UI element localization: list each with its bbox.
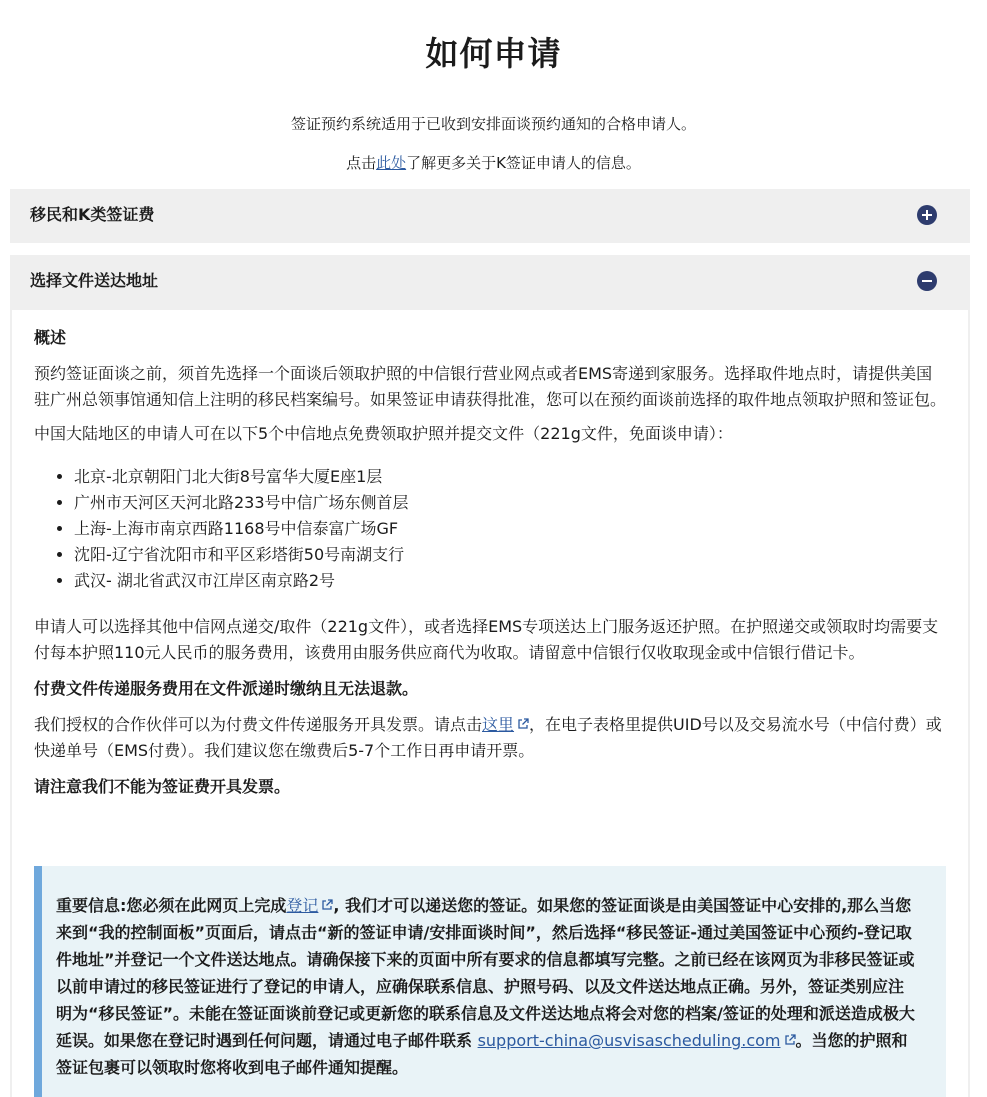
notice-prefix: 重要信息:您必须在此网页上完成	[56, 896, 287, 915]
intro-line-2-prefix: 点击	[346, 154, 377, 172]
paragraph-5-suffix: ，在电子表格里提供UID号以及交易流水号（中信付费）或快递单号（EMS付费）。我们建议您在缴费后5-7个工作日再申请开票。	[34, 715, 942, 760]
overview-paragraph-1: 预约签证面谈之前，须首先选择一个面谈后领取护照的中信银行营业网点或者EMS寄递到家服务。选择取件地点时，请提供美国驻广州总领事馆通知信上注明的移民档案编号。如果签证申请获得批准，您可以在预约面谈前选择的取件地点领取护照和签证包。	[34, 364, 947, 409]
notice-text	[56, 892, 916, 1081]
accordion-title: 选择文件送达地址	[30, 271, 159, 290]
k-visa-info-link[interactable]: 此处	[376, 154, 407, 172]
overview-paragraph-6: 请注意我们不能为签证费开具发票。	[34, 777, 291, 796]
accordion-delivery-address[interactable]	[10, 255, 970, 310]
external-link-icon	[321, 899, 333, 911]
overview-paragraph-4: 付费文件传递服务费用在文件派递时缴纳且无法退款。	[34, 679, 419, 698]
list-item: • 上海-上海市南京西路1168号中信泰富广场GF	[74, 516, 946, 542]
list-item: • 广州市天河区天河北路233号中信广场东侧首层	[74, 490, 946, 516]
accordion-title: 移民和K类签证费	[30, 205, 155, 224]
list-item: • 北京-北京朝阳门北大街8号富华大厦E座1层	[74, 464, 946, 490]
overview-heading: 概述	[34, 328, 67, 347]
support-email-link[interactable]: support-china@usvisascheduling.com	[477, 1031, 781, 1050]
register-link[interactable]: 登记	[286, 896, 319, 915]
page-title: 如何申请	[425, 34, 562, 73]
overview-paragraph-2: 中国大陆地区的申请人可在以下5个中信地点免费领取护照并提交文件（221g文件，免面谈申请）：	[34, 424, 733, 443]
intro-line-1: 签证预约系统适用于已收到安排面谈预约通知的合格申请人。	[290, 115, 696, 133]
intro-line-2	[0, 152, 987, 173]
notice-suffix: 。当您的护照和签证包裹可以领取时您将收到电子邮件通知提醒。	[56, 1031, 908, 1077]
list-item: • 沈阳-辽宁省沈阳市和平区彩塔街50号南湖支行	[74, 542, 946, 568]
location-list	[34, 464, 946, 594]
overview-paragraph-3: 申请人可以选择其他中信网点递交/取件（221g文件），或者选择EMS专项送达上门服务返还护照。在护照递交或领取时均需要支付每本护照110元人民币的服务费用，该费用由服务供应商代为收取。请留意中信银行仅收取现金或中信银行借记卡。	[34, 617, 939, 662]
overview-section	[34, 325, 946, 800]
minus-circle-icon[interactable]	[917, 271, 937, 291]
external-link-icon	[784, 1034, 796, 1046]
paragraph-5-prefix: 我们授权的合作伙伴可以为付费文件传递服务开具发票。请点击	[34, 715, 483, 734]
plus-circle-icon[interactable]	[917, 205, 937, 225]
list-item: • 武汉- 湖北省武汉市江岸区南京路2号	[74, 568, 946, 594]
invoice-link[interactable]: 这里	[482, 715, 515, 734]
intro-line-2-suffix: 了解更多关于K签证申请人的信息。	[406, 154, 641, 172]
overview-paragraph-5	[34, 712, 946, 764]
important-notice	[34, 866, 946, 1097]
notice-body: , 我们才可以递送您的签证。如果您的签证面谈是由美国签证中心安排的,那么当您来到“我的控制面板”页面后，请点击“新的签证申请/安排面谈时间”，然后选择“移民签证-通过美国签证中心预约-登记取件地址”并登记一个文件送达地点。请确保接下来的页面中所有要求的信息都填写完整。之前已经在该网页为非移民签证或以前申请过的移民签证进行了登记的申请人，应确保联系信息、护照号码、以及文件送达地点正确。另外，签证类别应注明为“移民签证”。未能在签证面谈前登记或更新您的联系信息及文件送达地点将会对您的档案/签证的处理和派送造成极大延误。如果您在登记时遇到任何问题，请通过电子邮件联系	[56, 896, 915, 1050]
external-link-icon	[517, 718, 529, 730]
accordion-immigrant-k-fees[interactable]	[10, 189, 970, 243]
